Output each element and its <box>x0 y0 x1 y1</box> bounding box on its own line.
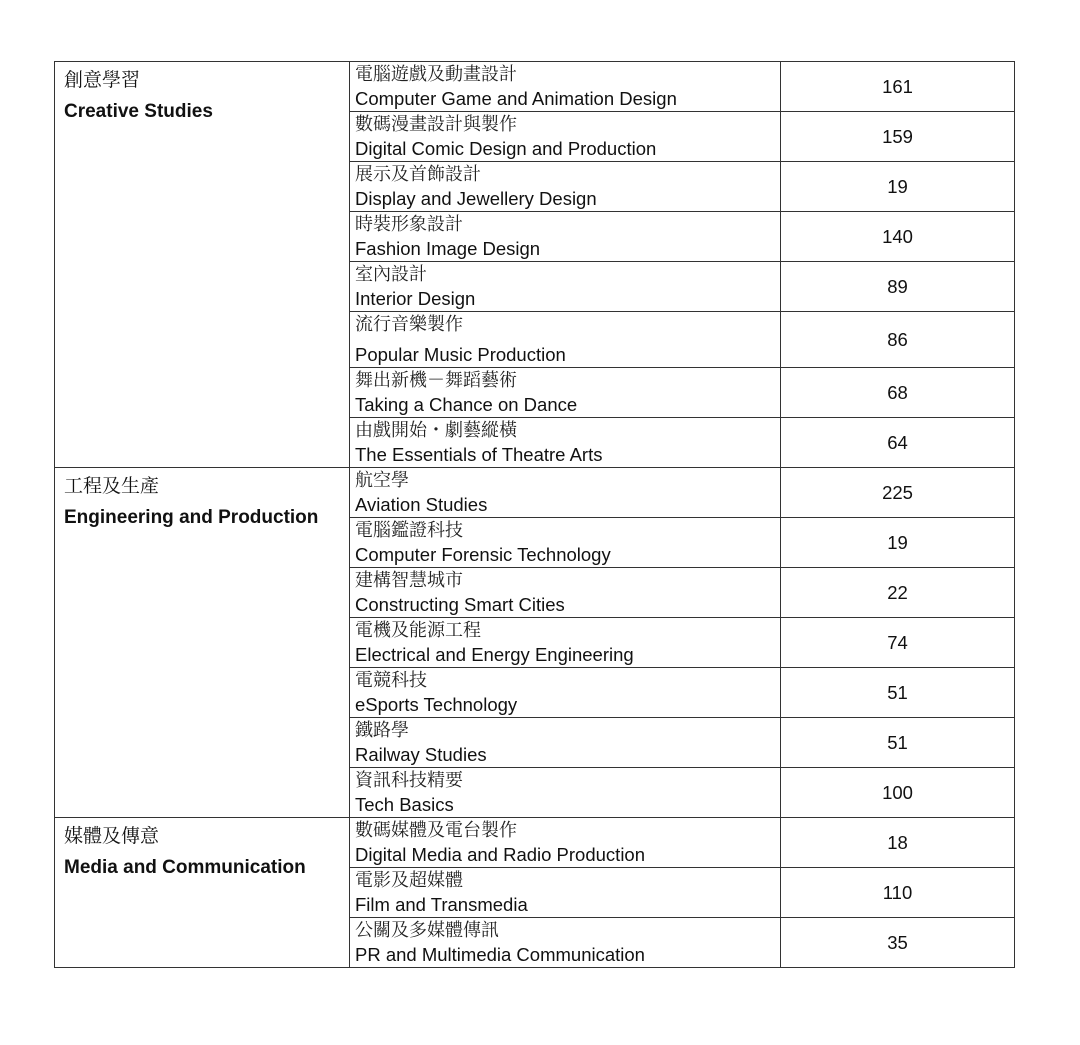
programme-name-en: Computer Forensic Technology <box>355 543 611 565</box>
enrolment-count: 110 <box>781 868 1015 918</box>
programme-name-zh: 鐵路學 <box>355 719 409 741</box>
enrolment-count: 18 <box>781 818 1015 868</box>
programme-name-zh: 由戲開始・劇藝縱橫 <box>355 419 517 441</box>
programme-name-en: Constructing Smart Cities <box>355 593 565 615</box>
programme-name-en: Digital Comic Design and Production <box>355 137 657 159</box>
programme-name-zh: 電影及超媒體 <box>355 869 463 891</box>
enrolment-count: 140 <box>781 212 1015 262</box>
table-row <box>55 468 1015 518</box>
programme-cell <box>350 162 781 212</box>
enrolment-count: 68 <box>781 368 1015 418</box>
programme-cell <box>350 818 781 868</box>
programme-cell <box>350 718 781 768</box>
programme-cell <box>350 518 781 568</box>
category-cell <box>55 62 350 468</box>
programme-name-en: Electrical and Energy Engineering <box>355 643 634 665</box>
programme-table <box>54 61 1015 968</box>
programme-name-en: Display and Jewellery Design <box>355 187 597 209</box>
programme-cell <box>350 918 781 968</box>
programme-cell <box>350 768 781 818</box>
category-name-zh: 創意學習 <box>64 69 141 91</box>
table-row <box>55 62 1015 112</box>
programme-name-en: eSports Technology <box>355 693 518 715</box>
programme-name-zh: 數碼漫畫設計與製作 <box>355 113 517 135</box>
programme-name-en: The Essentials of Theatre Arts <box>355 443 603 465</box>
enrolment-count: 74 <box>781 618 1015 668</box>
programme-name-en: Tech Basics <box>355 793 454 815</box>
programme-cell <box>350 868 781 918</box>
programme-name-zh: 航空學 <box>355 469 409 491</box>
programme-name-zh: 資訊科技精要 <box>355 769 463 791</box>
programme-name-zh: 建構智慧城市 <box>355 569 463 591</box>
programme-cell <box>350 212 781 262</box>
programme-table-body <box>55 62 1015 968</box>
table-row <box>55 818 1015 868</box>
enrolment-count: 35 <box>781 918 1015 968</box>
category-name-en: Engineering and Production <box>64 507 319 528</box>
programme-cell <box>350 668 781 718</box>
programme-cell <box>350 262 781 312</box>
programme-name-en: Film and Transmedia <box>355 893 528 915</box>
category-name-en: Creative Studies <box>64 101 213 122</box>
programme-cell <box>350 112 781 162</box>
category-name-en: Media and Communication <box>64 857 306 878</box>
programme-cell <box>350 468 781 518</box>
programme-name-zh: 時裝形象設計 <box>355 213 463 235</box>
enrolment-count: 86 <box>781 312 1015 368</box>
enrolment-count: 51 <box>781 718 1015 768</box>
category-name-zh: 媒體及傳意 <box>64 825 160 847</box>
enrolment-count: 22 <box>781 568 1015 618</box>
enrolment-count: 100 <box>781 768 1015 818</box>
programme-cell <box>350 62 781 112</box>
programme-name-zh: 電機及能源工程 <box>355 619 481 641</box>
category-cell <box>55 468 350 818</box>
programme-name-en: Popular Music Production <box>355 343 566 365</box>
programme-name-zh: 展示及首飾設計 <box>355 163 481 185</box>
enrolment-count: 51 <box>781 668 1015 718</box>
enrolment-count: 89 <box>781 262 1015 312</box>
programme-name-en: Computer Game and Animation Design <box>355 87 677 109</box>
programme-cell <box>350 568 781 618</box>
category-name-zh: 工程及生產 <box>64 475 160 497</box>
enrolment-count: 225 <box>781 468 1015 518</box>
category-cell <box>55 818 350 968</box>
programme-name-en: Railway Studies <box>355 743 487 765</box>
programme-name-en: Digital Media and Radio Production <box>355 843 646 865</box>
programme-name-zh: 室內設計 <box>355 263 427 285</box>
programme-name-zh: 電腦鑑證科技 <box>355 519 463 541</box>
programme-cell <box>350 368 781 418</box>
programme-name-en: PR and Multimedia Communication <box>355 943 645 965</box>
programme-name-zh: 數碼媒體及電台製作 <box>355 819 517 841</box>
programme-name-zh: 公關及多媒體傳訊 <box>355 919 499 941</box>
programme-cell <box>350 618 781 668</box>
enrolment-count: 161 <box>781 62 1015 112</box>
enrolment-count: 64 <box>781 418 1015 468</box>
enrolment-count: 159 <box>781 112 1015 162</box>
programme-name-en: Fashion Image Design <box>355 237 541 259</box>
programme-name-zh: 電競科技 <box>355 669 427 691</box>
programme-name-zh: 舞出新機－舞蹈藝術 <box>355 369 517 391</box>
programme-name-en: Taking a Chance on Dance <box>355 393 578 415</box>
programme-name-zh: 電腦遊戲及動畫設計 <box>355 63 517 85</box>
enrolment-count: 19 <box>781 162 1015 212</box>
programme-cell <box>350 312 781 368</box>
programme-name-zh: 流行音樂製作 <box>355 313 463 335</box>
programme-name-en: Aviation Studies <box>355 493 488 515</box>
programme-name-en: Interior Design <box>355 287 476 309</box>
enrolment-count: 19 <box>781 518 1015 568</box>
programme-cell <box>350 418 781 468</box>
